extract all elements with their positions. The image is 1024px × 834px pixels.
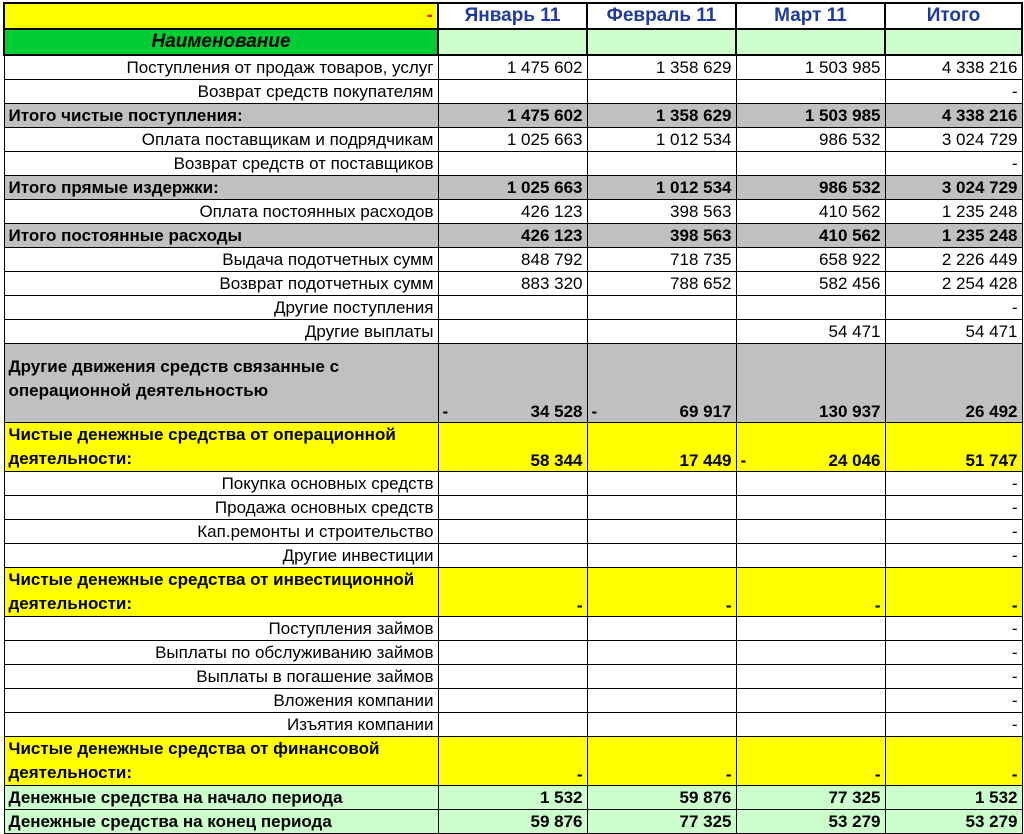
table-row: [4, 472, 1022, 496]
value-cell[interactable]: [736, 665, 885, 689]
value-cell[interactable]: 658 922: [736, 248, 885, 272]
value-cell[interactable]: -: [885, 296, 1022, 320]
table-row: [4, 152, 1022, 176]
name-header-row: [4, 29, 1022, 55]
value-cell[interactable]: -: [438, 737, 587, 786]
row-label[interactable]: Итого постоянные расходы: [4, 224, 438, 248]
row-label[interactable]: Выплаты по обслуживанию займов: [4, 641, 438, 665]
value-text: 34 528: [530, 402, 583, 421]
value-cell[interactable]: [438, 472, 587, 496]
table-row: [4, 248, 1022, 272]
value-cell[interactable]: [587, 496, 736, 520]
value-cell[interactable]: -: [587, 568, 736, 617]
header-february[interactable]: Февраль 11: [587, 3, 736, 29]
value-cell[interactable]: 426 123: [438, 224, 587, 248]
value-cell[interactable]: [587, 617, 736, 641]
value-cell[interactable]: 17 449: [587, 423, 736, 472]
value-cell[interactable]: [736, 472, 885, 496]
table-row: [4, 296, 1022, 320]
value-cell[interactable]: 986 532: [736, 176, 885, 200]
value-cell[interactable]: [438, 641, 587, 665]
value-cell[interactable]: 1 532: [438, 786, 587, 810]
row-label[interactable]: Другие инвестиции: [4, 544, 438, 568]
row-label[interactable]: Итого чистые поступления:: [4, 104, 438, 128]
row-label[interactable]: Кап.ремонты и строительство: [4, 520, 438, 544]
value-cell[interactable]: [587, 344, 736, 423]
row-label[interactable]: Возврат подотчетных сумм: [4, 272, 438, 296]
table-row: [4, 55, 1022, 80]
value-cell[interactable]: [587, 320, 736, 344]
minus-sign: -: [740, 451, 747, 470]
row-label[interactable]: Другие движения средств связанные с операционной деятельностью: [4, 344, 438, 423]
value-cell[interactable]: -: [885, 641, 1022, 665]
value-cell[interactable]: [587, 689, 736, 713]
value-cell[interactable]: 582 456: [736, 272, 885, 296]
header-march[interactable]: Март 11: [736, 3, 885, 29]
subtotal-row: [4, 176, 1022, 200]
value-cell[interactable]: -: [438, 568, 587, 617]
value-cell[interactable]: 59 876: [587, 786, 736, 810]
row-label[interactable]: Другие выплаты: [4, 320, 438, 344]
row-label[interactable]: Денежные средства на начало периода: [4, 786, 438, 810]
value-cell[interactable]: 1 503 985: [736, 104, 885, 128]
value-cell[interactable]: 3 024 729: [885, 128, 1022, 152]
row-label[interactable]: Поступления от продаж товаров, услуг: [4, 55, 438, 80]
value-cell[interactable]: [736, 713, 885, 737]
row-label[interactable]: Оплата поставщикам и подрядчикам: [4, 128, 438, 152]
value-cell[interactable]: 1 532: [885, 786, 1022, 810]
row-label[interactable]: Выплаты в погашение займов: [4, 665, 438, 689]
row-label[interactable]: Изъятия компании: [4, 713, 438, 737]
value-cell[interactable]: [438, 496, 587, 520]
value-cell[interactable]: 53 279: [885, 810, 1022, 834]
value-cell[interactable]: 1 475 602: [438, 55, 587, 80]
value-cell[interactable]: [736, 423, 885, 472]
value-cell[interactable]: 718 735: [587, 248, 736, 272]
value-cell[interactable]: -: [885, 665, 1022, 689]
row-label[interactable]: Чистые денежные средства от финансовой деятельности:: [4, 737, 438, 786]
value-cell[interactable]: [587, 152, 736, 176]
value-cell[interactable]: 410 562: [736, 200, 885, 224]
value-cell[interactable]: -: [885, 520, 1022, 544]
value-cell[interactable]: 54 471: [885, 320, 1022, 344]
value-cell[interactable]: [438, 689, 587, 713]
subtotal-row: [4, 224, 1022, 248]
value-cell[interactable]: 2 254 428: [885, 272, 1022, 296]
value-cell[interactable]: 4 338 216: [885, 104, 1022, 128]
value-cell[interactable]: -: [885, 472, 1022, 496]
header-total[interactable]: Итого: [885, 3, 1022, 29]
value-cell[interactable]: 3 024 729: [885, 176, 1022, 200]
value-cell[interactable]: [736, 617, 885, 641]
value-cell[interactable]: [736, 641, 885, 665]
value-cell[interactable]: 130 937: [736, 344, 885, 423]
table-row: [4, 520, 1022, 544]
subtotal-row: [4, 104, 1022, 128]
value-cell[interactable]: [587, 80, 736, 104]
value-cell[interactable]: [438, 80, 587, 104]
table-row: [4, 496, 1022, 520]
value-cell[interactable]: 1 475 602: [438, 104, 587, 128]
value-cell[interactable]: [587, 641, 736, 665]
value-cell[interactable]: -: [885, 568, 1022, 617]
value-cell[interactable]: 26 492: [885, 344, 1022, 423]
value-cell[interactable]: [587, 544, 736, 568]
table-row: [4, 641, 1022, 665]
value-cell[interactable]: 1 358 629: [587, 104, 736, 128]
green-header-cell[interactable]: [438, 29, 587, 55]
value-cell[interactable]: 848 792: [438, 248, 587, 272]
value-cell[interactable]: [736, 80, 885, 104]
table-row: [4, 80, 1022, 104]
value-cell[interactable]: [736, 152, 885, 176]
value-cell[interactable]: 1 012 534: [587, 128, 736, 152]
value-cell[interactable]: 77 325: [736, 786, 885, 810]
row-label[interactable]: Оплата постоянных расходов: [4, 200, 438, 224]
row-label[interactable]: Денежные средства на конец периода: [4, 810, 438, 834]
value-cell[interactable]: [587, 472, 736, 496]
table-row: [4, 320, 1022, 344]
section-total-row: [4, 423, 1022, 472]
value-cell[interactable]: 398 563: [587, 224, 736, 248]
row-label[interactable]: Возврат средств покупателям: [4, 80, 438, 104]
value-cell[interactable]: 426 123: [438, 200, 587, 224]
row-label[interactable]: Другие поступления: [4, 296, 438, 320]
row-label[interactable]: Вложения компании: [4, 689, 438, 713]
value-cell[interactable]: -: [885, 496, 1022, 520]
row-label[interactable]: Чистые денежные средства от операционной деятельности:: [4, 423, 438, 472]
value-cell[interactable]: [438, 713, 587, 737]
value-cell[interactable]: [587, 520, 736, 544]
value-cell[interactable]: -: [736, 568, 885, 617]
table-row: [4, 617, 1022, 641]
green-header-cell[interactable]: [736, 29, 885, 55]
value-cell[interactable]: 58 344: [438, 423, 587, 472]
name-header-cell[interactable]: Наименование: [4, 29, 438, 55]
value-cell[interactable]: 1 235 248: [885, 224, 1022, 248]
row-label[interactable]: Чистые денежные средства от инвестиционной деятельности:: [4, 568, 438, 617]
value-cell[interactable]: 986 532: [736, 128, 885, 152]
table-row: [4, 200, 1022, 224]
table-row: [4, 544, 1022, 568]
row-label[interactable]: Покупка основных средств: [4, 472, 438, 496]
value-cell[interactable]: [438, 152, 587, 176]
value-cell[interactable]: -: [885, 617, 1022, 641]
section-total-row: [4, 737, 1022, 786]
subtotal-row: [4, 344, 1022, 423]
value-cell[interactable]: [438, 320, 587, 344]
value-cell[interactable]: 1 358 629: [587, 55, 736, 80]
value-cell[interactable]: [438, 617, 587, 641]
value-cell[interactable]: 1 012 534: [587, 176, 736, 200]
value-cell[interactable]: [438, 296, 587, 320]
value-cell[interactable]: [736, 689, 885, 713]
header-dash-cell[interactable]: -: [4, 3, 438, 29]
value-cell[interactable]: 1 025 663: [438, 128, 587, 152]
table-row: [4, 689, 1022, 713]
value-cell[interactable]: 2 226 449: [885, 248, 1022, 272]
value-cell[interactable]: 788 652: [587, 272, 736, 296]
value-cell[interactable]: -: [885, 713, 1022, 737]
table-row: [4, 128, 1022, 152]
value-cell[interactable]: [736, 544, 885, 568]
value-cell[interactable]: [438, 544, 587, 568]
value-cell[interactable]: [438, 344, 587, 423]
table-row: [4, 272, 1022, 296]
value-text: 24 046: [828, 451, 881, 470]
row-label[interactable]: Выдача подотчетных сумм: [4, 248, 438, 272]
value-cell[interactable]: 77 325: [587, 810, 736, 834]
value-cell[interactable]: [736, 496, 885, 520]
minus-sign: -: [591, 402, 598, 421]
section-total-row: [4, 568, 1022, 617]
table-row: [4, 713, 1022, 737]
row-label[interactable]: Возврат средств от поставщиков: [4, 152, 438, 176]
row-label[interactable]: Продажа основных средств: [4, 496, 438, 520]
value-cell[interactable]: [438, 665, 587, 689]
value-text: 69 917: [679, 402, 732, 421]
cash-flow-table: [3, 2, 1023, 834]
value-cell[interactable]: -: [885, 544, 1022, 568]
value-cell[interactable]: 1 503 985: [736, 55, 885, 80]
value-cell[interactable]: 398 563: [587, 200, 736, 224]
value-cell[interactable]: 1 025 663: [438, 176, 587, 200]
value-cell[interactable]: 54 471: [736, 320, 885, 344]
value-cell[interactable]: [587, 296, 736, 320]
table-row: [4, 665, 1022, 689]
value-cell[interactable]: 53 279: [736, 810, 885, 834]
value-cell[interactable]: -: [885, 737, 1022, 786]
balance-row: [4, 786, 1022, 810]
value-cell[interactable]: 51 747: [885, 423, 1022, 472]
value-cell[interactable]: 4 338 216: [885, 55, 1022, 80]
green-header-cell[interactable]: [587, 29, 736, 55]
row-label[interactable]: Поступления займов: [4, 617, 438, 641]
header-row: [4, 3, 1022, 29]
value-cell[interactable]: 1 235 248: [885, 200, 1022, 224]
value-cell[interactable]: -: [736, 737, 885, 786]
value-cell[interactable]: [736, 520, 885, 544]
value-cell[interactable]: -: [885, 689, 1022, 713]
value-cell[interactable]: -: [885, 80, 1022, 104]
row-label[interactable]: Итого прямые издержки:: [4, 176, 438, 200]
value-cell[interactable]: 59 876: [438, 810, 587, 834]
value-cell[interactable]: [736, 296, 885, 320]
value-cell[interactable]: 410 562: [736, 224, 885, 248]
value-cell[interactable]: -: [885, 152, 1022, 176]
header-january[interactable]: Январь 11: [438, 3, 587, 29]
balance-row: [4, 810, 1022, 834]
minus-sign: -: [442, 402, 449, 421]
green-header-cell[interactable]: [885, 29, 1022, 55]
value-cell[interactable]: [587, 713, 736, 737]
value-cell[interactable]: [438, 520, 587, 544]
value-cell[interactable]: 883 320: [438, 272, 587, 296]
value-cell[interactable]: -: [587, 737, 736, 786]
value-cell[interactable]: [587, 665, 736, 689]
